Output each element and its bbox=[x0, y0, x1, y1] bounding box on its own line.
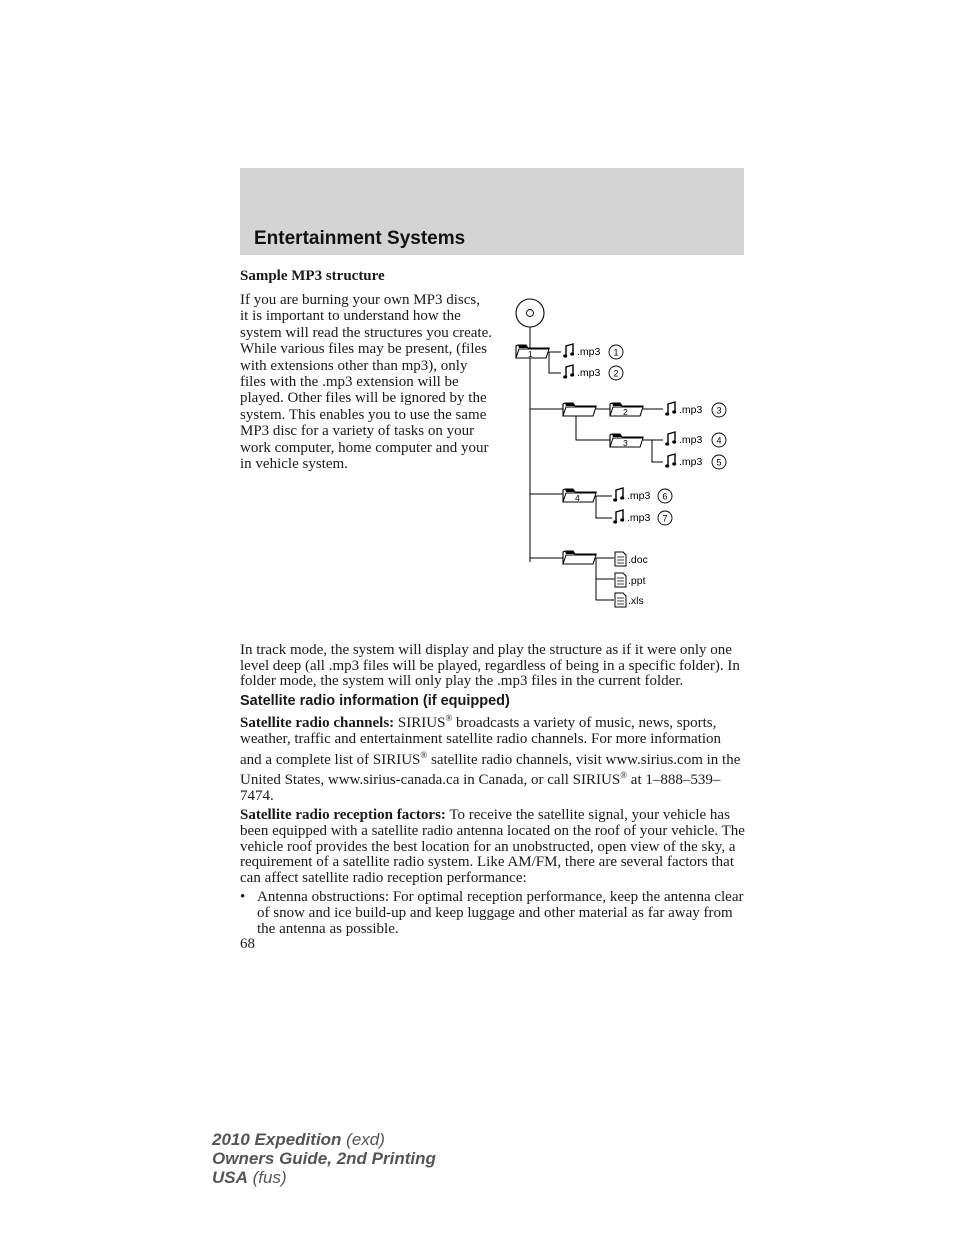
svg-text:.mp3: .mp3 bbox=[679, 434, 703, 446]
folder-2-icon bbox=[610, 403, 643, 417]
reception-label: Satellite radio reception factors: bbox=[240, 807, 446, 824]
mp3-file-6 bbox=[613, 488, 672, 503]
folder-1-icon bbox=[516, 345, 549, 359]
folder-3-icon bbox=[610, 434, 643, 448]
svg-text:1: 1 bbox=[613, 347, 619, 358]
svg-text:.ppt: .ppt bbox=[628, 575, 646, 587]
svg-text:4: 4 bbox=[575, 493, 580, 503]
svg-text:.mp3: .mp3 bbox=[679, 404, 703, 416]
footer-imprint: 2010 Expedition (exd) Owners Guide, 2nd Printing USA (fus) bbox=[212, 1130, 436, 1187]
folder-other-files-icon bbox=[563, 551, 596, 564]
channels-label: Satellite radio channels: bbox=[240, 715, 395, 732]
svg-text:.doc: .doc bbox=[628, 554, 648, 566]
folder-parent-icon bbox=[563, 403, 596, 416]
svg-text:.mp3: .mp3 bbox=[577, 367, 601, 379]
svg-text:4: 4 bbox=[716, 435, 722, 446]
mp3-file-7 bbox=[613, 510, 672, 525]
bullet-antenna-obstructions: • Antenna obstructions: For optimal reception performance, keep the antenna clear of snow and ice build-up and keep luggage and other material as far away from the antenna as possible. bbox=[240, 889, 744, 937]
svg-text:6: 6 bbox=[662, 491, 668, 502]
mp3-file-1 bbox=[563, 344, 623, 359]
sample-mp3-heading: Sample MP3 structure bbox=[240, 268, 385, 284]
svg-text:.mp3: .mp3 bbox=[679, 456, 703, 468]
track-mode-paragraph: In track mode, the system will display and play the structure as if it were only one level deep (all .mp3 files will be played, regardless of being in a specific folder). In folder mode, the system will only play the .mp3 files in the current folder. bbox=[240, 642, 740, 690]
bullet-mark: • bbox=[240, 889, 246, 906]
channels-paragraph: Satellite radio channels: SIRIUS® broadcasts a variety of music, news, sports, weather, traffic and entertainment satellite radio channels. For more information and a complete list of SIRIUS® satellite radio channels, visit www.sirius.com in the United States, www.sirius-canada.ca in Canada, or call SIRIUS® at 1–888–539–7474. bbox=[240, 713, 741, 804]
xls-file-icon bbox=[615, 593, 644, 607]
svg-text:5: 5 bbox=[716, 457, 722, 468]
cd-disc-icon bbox=[516, 299, 544, 327]
mp3-structure-diagram bbox=[508, 296, 744, 614]
svg-text:.mp3: .mp3 bbox=[627, 512, 651, 524]
doc-file-icon bbox=[615, 552, 648, 566]
body-text bbox=[240, 643, 746, 953]
satellite-heading: Satellite radio information (if equipped) bbox=[240, 692, 510, 709]
reception-paragraph: Satellite radio reception factors: To receive the satellite signal, your vehicle has been equipped with a satellite radio antenna located on the roof of your vehicle. The vehicle roof provides the best location for an unobstructed, open view of the sky, a requirement of a satellite radio system. Like AM/FM, there are several factors that can affect satellite radio reception performance: bbox=[240, 807, 745, 886]
ppt-file-icon bbox=[615, 573, 646, 587]
svg-text:3: 3 bbox=[716, 405, 722, 416]
section-title: Entertainment Systems bbox=[254, 228, 466, 249]
svg-text:1: 1 bbox=[528, 349, 533, 359]
svg-text:.mp3: .mp3 bbox=[577, 346, 601, 358]
intro-paragraph: If you are burning your own MP3 discs, it is important to understand how the system will read the structures you create. While various files may be present, (files with extensions other than mp3), only files with the .mp3 extension will be played. Other files will be ignored by the system. This enables you to use the same MP3 disc for a variety of tasks on your work computer, home computer and your in vehicle system. bbox=[240, 292, 492, 473]
mp3-file-3 bbox=[665, 402, 726, 417]
folder-4-icon bbox=[563, 489, 596, 503]
page-number: 68 bbox=[240, 936, 255, 953]
svg-text:.xls: .xls bbox=[628, 595, 644, 607]
mp3-file-2 bbox=[563, 365, 623, 380]
svg-text:.mp3: .mp3 bbox=[627, 490, 651, 502]
svg-text:2: 2 bbox=[623, 407, 628, 417]
mp3-file-4 bbox=[665, 432, 726, 447]
svg-text:2: 2 bbox=[613, 368, 619, 379]
svg-text:3: 3 bbox=[623, 438, 628, 448]
svg-text:7: 7 bbox=[662, 513, 668, 524]
mp3-file-5 bbox=[665, 454, 726, 469]
